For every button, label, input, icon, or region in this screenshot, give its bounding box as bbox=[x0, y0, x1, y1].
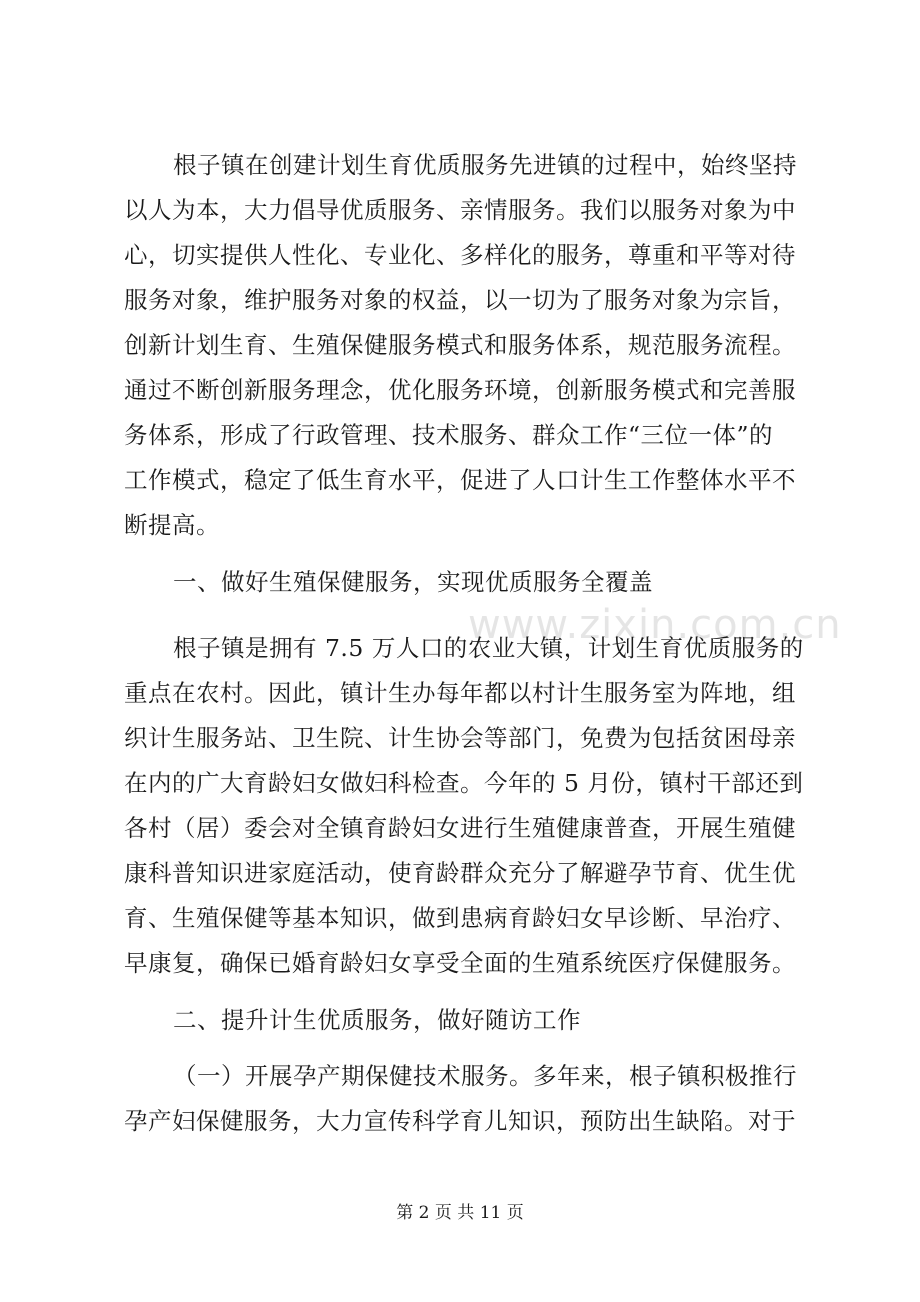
paragraph-line: 服务对象，维护服务对象的权益，以一切为了服务对象为宗旨， bbox=[124, 286, 796, 314]
paragraph-line: 早康复，确保已婚育龄妇女享受全面的生殖系统医疗保健服务。 bbox=[124, 949, 796, 977]
section-heading: 一、做好生殖保健服务，实现优质服务全覆盖 bbox=[173, 568, 653, 596]
paragraph-line: 务体系，形成了行政管理、技术服务、群众工作“三位一体”的 bbox=[124, 421, 774, 449]
paragraph-line: 织计生服务站、卫生院、计生协会等部门，免费为包括贫困母亲 bbox=[124, 724, 796, 752]
paragraph-line: 康科普知识进家庭活动，使育龄群众充分了解避孕节育、优生优 bbox=[124, 859, 796, 887]
paragraph-line: 孕产妇保健服务，大力宣传科学育儿知识，预防出生缺陷。对于 bbox=[124, 1107, 796, 1135]
paragraph-line: 创新计划生育、生殖保健服务模式和服务体系，规范服务流程。 bbox=[124, 331, 796, 359]
paragraph-line: 心，切实提供人性化、专业化、多样化的服务，尊重和平等对待 bbox=[124, 241, 796, 269]
paragraph-line: 在内的广大育龄妇女做妇科检查。今年的 5 月份，镇村干部还到 bbox=[124, 769, 804, 797]
paragraph-line: 各村（居）委会对全镇育龄妇女进行生殖健康普查，开展生殖健 bbox=[124, 814, 796, 842]
paragraph-line: （一）开展孕产期保健技术服务。多年来，根子镇积极推行 bbox=[173, 1062, 797, 1090]
paragraph-line: 工作模式，稳定了低生育水平，促进了人口计生工作整体水平不 bbox=[124, 466, 796, 494]
paragraph-line: 通过不断创新服务理念，优化服务环境，创新服务模式和完善服 bbox=[124, 376, 796, 404]
paragraph-line: 根子镇是拥有 7.5 万人口的农业大镇，计划生育优质服务的 bbox=[173, 634, 804, 662]
paragraph-line: 断提高。 bbox=[124, 511, 220, 539]
section-heading: 二、提升计生优质服务，做好随访工作 bbox=[173, 1006, 581, 1034]
watermark: www.zixin.com.cn bbox=[468, 602, 842, 648]
page-footer: 第 2 页 共 11 页 bbox=[396, 1203, 524, 1223]
paragraph-line: 育、生殖保健等基本知识，做到患病育龄妇女早诊断、早治疗、 bbox=[124, 904, 796, 932]
paragraph-line: 重点在农村。因此，镇计生办每年都以村计生服务室为阵地，组 bbox=[124, 679, 796, 707]
paragraph-line: 以人为本，大力倡导优质服务、亲情服务。我们以服务对象为中 bbox=[124, 196, 796, 224]
paragraph-line: 根子镇在创建计划生育优质服务先进镇的过程中，始终坚持 bbox=[173, 151, 797, 179]
